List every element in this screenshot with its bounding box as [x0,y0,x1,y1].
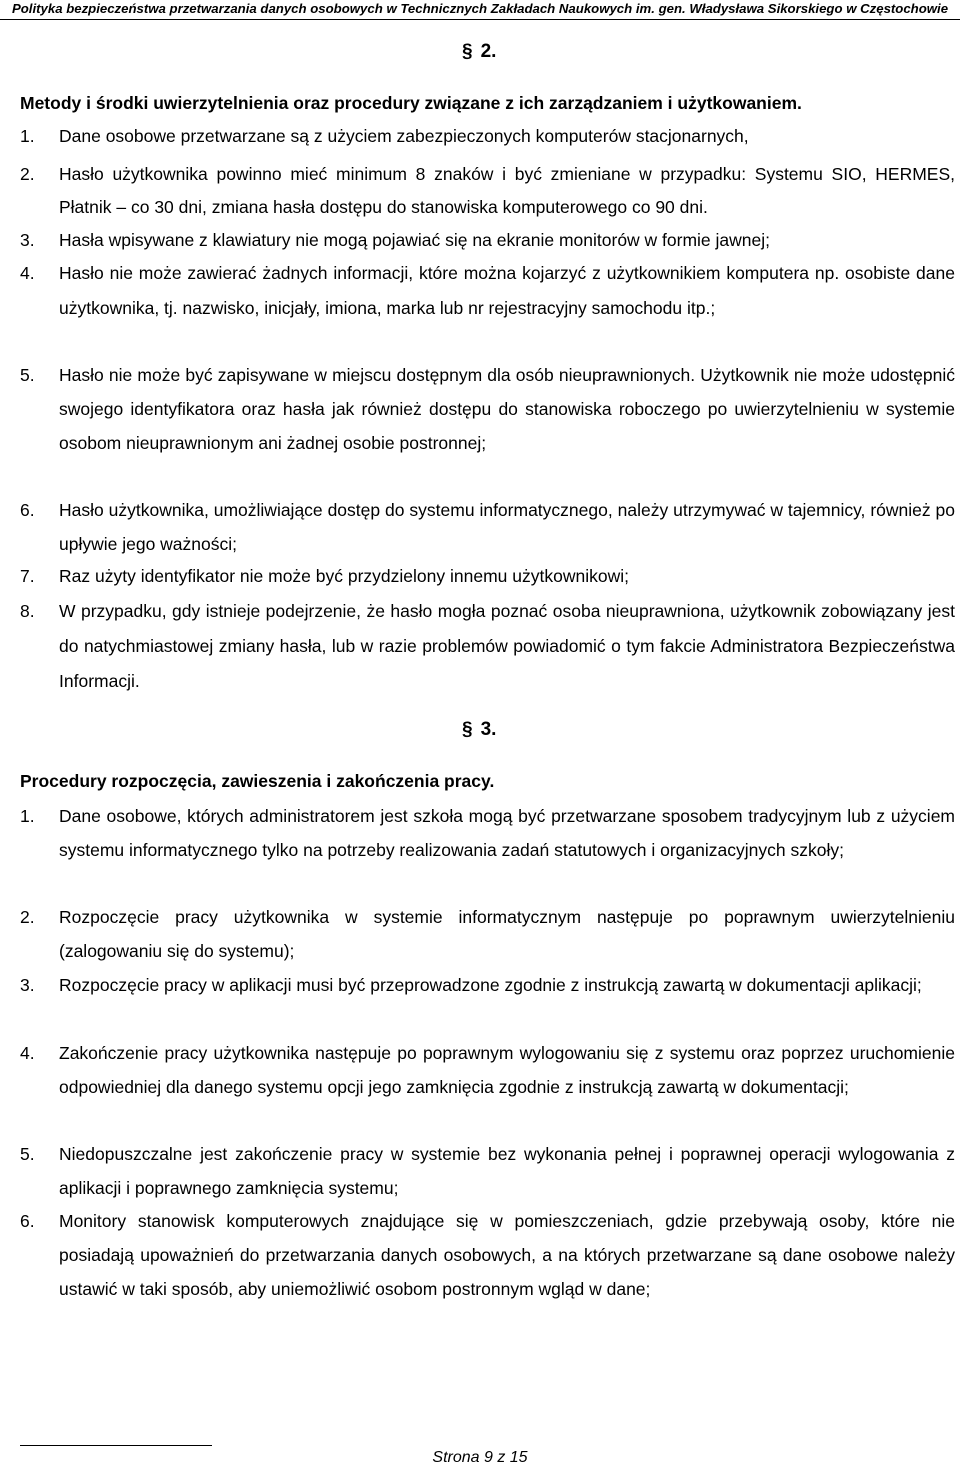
list-item-text: Hasło użytkownika powinno mieć minimum 8 znaków i być zmieniane w przypadku: Systemu SIO, HERMES, Płatnik – co 30 dni, zmiana hasła dostępu do stanowiska komputerowego co 90 dni. [59,164,955,217]
list-item [20,799,955,867]
page-footer [0,1448,960,1468]
list-item-text: Monitory stanowisk komputerowych znajdujące się w pomieszczeniach, gdzie przebywają osoby, które nie posiadają upoważnień do przetwarzania danych osobowych, a na których przetwarzane są dane osobowe należy ustawić w taki sposób, aby uniemożliwić osobom postronnym wgląd w dane; [59,1211,955,1299]
section-3-title: Procedury rozpoczęcia, zawieszenia i zakończenia pracy. [20,771,495,791]
list-item [20,124,955,148]
header-title: Polityka bezpieczeństwa przetwarzania danych osobowych w Technicznych Zakładach Naukowych im. gen. Władysława Sikorskiego w Częstochowie [11,1,949,16]
section-2-number-text: 2. [480,41,497,62]
section-3-number-text: 3. [480,719,497,740]
list-item [20,1137,955,1205]
section-3-number [462,718,496,742]
list-item [20,1204,955,1306]
list-item [20,968,955,1002]
list-item-text: Raz użyty identyfikator nie może być przydzielony innemu użytkownikowi; [59,566,629,586]
list-item-number: 6. [20,500,35,520]
page-number: Strona 9 z 15 [432,1449,528,1466]
list-item [20,900,955,968]
list-item-text: Hasło nie może być zapisywane w miejscu dostępnym dla osób nieuprawnionych. Użytkownik nie może udostępnić swojego identyfikatora oraz hasła jak również dostępu do stanowiska roboczego po uwierzytelnieniu w systemie osobom nieuprawnionym ani żadnej osobie postronnej; [59,365,955,453]
list-item [20,493,955,561]
list-item [20,256,955,326]
list-item-text: Rozpoczęcie pracy w aplikacji musi być przeprowadzone zgodnie z instrukcją zawartą w dokumentacji aplikacji; [59,975,922,995]
list-item-number: 8. [20,601,35,621]
list-item [20,564,955,588]
list-item-text: Rozpoczęcie pracy użytkownika w systemie informatycznym następuje po poprawnym uwierzytelnieniu (zalogowaniu się do systemu); [59,907,955,961]
list-item-number: 1. [20,806,35,826]
section-2-number [462,40,496,64]
list-item-text: Niedopuszczalne jest zakończenie pracy w systemie bez wykonania pełnej i poprawnej operacji wylogowania z aplikacji i poprawnego zamknięcia systemu; [59,1144,955,1198]
list-item [20,158,955,224]
list-item [20,228,955,252]
section-2-title: Metody i środki uwierzytelnienia oraz procedury związane z ich zarządzaniem i użytkowaniem. [20,93,802,113]
list-item-text: W przypadku, gdy istnieje podejrzenie, że hasło mogła poznać osoba nieuprawniona, użytkownik zobowiązany jest do natychmiastowej zmiany hasła, lub w razie problemów powiadomić o tym fakcie Administratora Bezpieczeństwa Informacji. [59,601,955,691]
list-item-text: Dane osobowe, których administratorem jest szkoła mogą być przetwarzane sposobem tradycyjnym lub z użyciem systemu informatycznego tylko na potrzeby realizowania zadań statutowych i organizacyjnych szkoły; [59,806,955,860]
list-item-text: Hasło nie może zawierać żadnych informacji, które można kojarzyć z użytkownikiem komputera np. osobiste dane użytkownika, tj. nazwisko, inicjały, imiona, marka lub nr rejestracyjny samochodu itp.; [59,263,955,318]
list-item-text: Zakończenie pracy użytkownika następuje po poprawnym wylogowaniu się z systemu oraz poprzez uruchomienie odpowiedniej dla danego systemu opcji jego zamknięcia zgodnie z instrukcją zawartą w dokumentacji; [59,1043,955,1097]
list-item-number: 5. [20,1144,35,1164]
list-item-number: 4. [20,1043,35,1063]
list-item-number: 3. [20,975,35,995]
list-item [20,594,955,699]
list-item-text: Hasło użytkownika, umożliwiające dostęp do systemu informatycznego, należy utrzymywać w tajemnicy, również po upływie jego ważności; [59,500,955,554]
list-item-number: 2. [20,164,35,184]
footer-divider [20,1445,212,1446]
section-sign-icon: § [462,719,473,740]
list-item-number: 5. [20,365,35,385]
list-item-number: 1. [20,126,35,146]
list-item-number: 2. [20,907,35,927]
list-item [20,358,955,460]
list-item-number: 4. [20,263,35,283]
list-item-number: 6. [20,1211,35,1231]
list-item-text: Hasła wpisywane z klawiatury nie mogą pojawiać się na ekranie monitorów w formie jawnej; [59,230,771,250]
list-item-text: Dane osobowe przetwarzane są z użyciem zabezpieczonych komputerów stacjonarnych, [59,126,749,146]
list-item [20,1036,955,1104]
page-header [0,0,960,20]
list-item-number: 7. [20,566,35,586]
list-item-number: 3. [20,230,35,250]
section-sign-icon: § [462,41,473,62]
